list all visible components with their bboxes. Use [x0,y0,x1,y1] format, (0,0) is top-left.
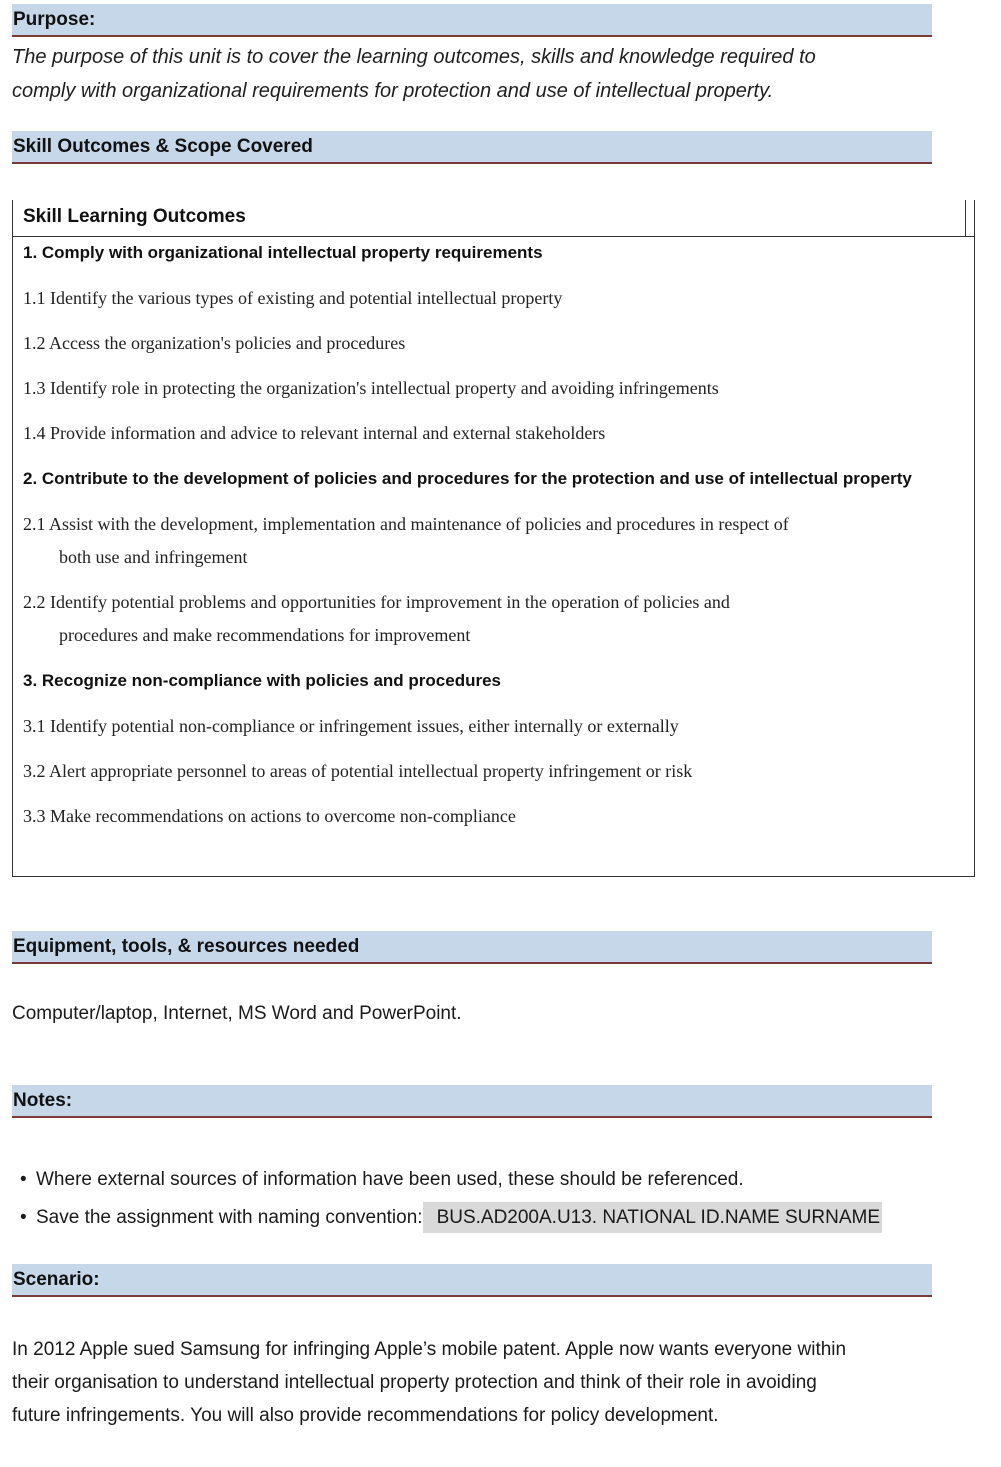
outcome-item-text: 2.2 Identify potential problems and opportunities for improvement in the operation of policies and [23,592,730,612]
bullet-icon: • [20,1169,27,1190]
outcome-item: 1.2 Access the organization's policies and procedures [23,333,406,353]
outcome-item-continuation: procedures and make recommendations for improvement [59,625,471,645]
outcome-item: 1.4 Provide information and advice to relevant internal and external stakeholders [23,423,606,443]
notes-bullet-1 [20,1169,744,1191]
equipment-heading: Equipment, tools, & resources needed [12,931,932,964]
outcomes-table-top-right [965,200,966,236]
outcome-item: 1.3 Identify role in protecting the organization's intellectual property and avoiding infringements [23,378,719,398]
outcomes-title: Skill Learning Outcomes [23,206,246,227]
notes-heading: Notes: [12,1085,932,1118]
naming-convention-highlight: BUS.AD200A.U13. NATIONAL ID.NAME SURNAME [423,1202,882,1233]
scenario-line-3: future infringements. You will also provide recommendations for policy development. [12,1405,719,1426]
notes-bullet-2-text: Save the assignment with naming convention: [36,1207,423,1228]
equipment-text: Computer/laptop, Internet, MS Word and PowerPoint. [12,1003,462,1024]
outcomes-table-header-rule [12,236,975,237]
outcome-item [23,508,943,574]
notes-bullet-2 [20,1207,882,1229]
purpose-line-1: The purpose of this unit is to cover the learning outcomes, skills and knowledge required to [12,46,816,68]
outcome-item: 3.3 Make recommendations on actions to overcome non-compliance [23,806,516,826]
notes-bullet-1-text: Where external sources of information have been used, these should be referenced. [36,1169,744,1190]
scenario-heading: Scenario: [12,1264,932,1297]
bullet-icon: • [20,1207,27,1228]
outcome-item [23,586,943,652]
outcome-item: 3.1 Identify potential non-compliance or infringement issues, either internally or externally [23,716,679,736]
outcome-item: 3.2 Alert appropriate personnel to areas of potential intellectual property infringement or risk [23,761,693,781]
scenario-line-1: In 2012 Apple sued Samsung for infringing Apple’s mobile patent. Apple now wants everyone within [12,1339,847,1360]
outcome-item-text: 2.1 Assist with the development, implementation and maintenance of policies and procedures in respect of [23,514,789,534]
purpose-line-2: comply with organizational requirements for protection and use of intellectual property. [12,80,774,102]
purpose-heading: Purpose: [12,4,932,37]
section-heading-2: 2. Contribute to the development of policies and procedures for the protection and use of intellectual property [23,469,912,488]
skills-heading: Skill Outcomes & Scope Covered [12,131,932,164]
outcome-item-continuation: both use and infringement [59,547,248,567]
section-heading-1: 1. Comply with organizational intellectual property requirements [23,243,543,262]
section-heading-3: 3. Recognize non-compliance with policies and procedures [23,671,501,690]
outcome-item: 1.1 Identify the various types of existing and potential intellectual property [23,288,563,308]
scenario-line-2: their organisation to understand intellectual property protection and think of their role in avoiding [12,1372,817,1393]
